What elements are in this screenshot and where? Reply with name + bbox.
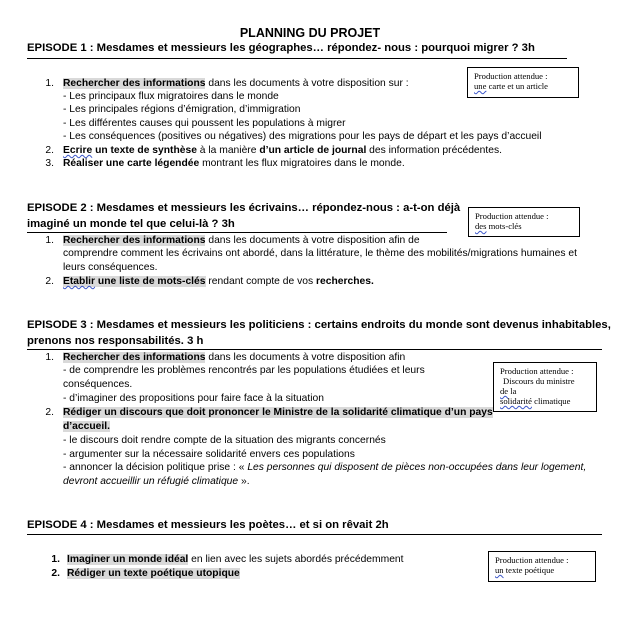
list-item: 2. Rédiger un texte poétique utopique — [51, 568, 240, 579]
episode-3-heading: EPISODE 3 : Mesdames et messieurs les politiciens : certains endroits du monde sont devenus inhabitables, prenons nos responsabilités. 3 h — [27, 319, 611, 347]
episode-2-heading: EPISODE 2 : Mesdames et messieurs les écrivains… répondez-nous : a-t-on déjà imaginé un monde tel que celui-là ? 3h — [27, 202, 461, 230]
list-item: - annoncer la décision politique prise : « Les personnes qui disposent de pièces non-occupées dans leur logement, — [63, 462, 587, 473]
episode-1-heading: EPISODE 1 : Mesdames et messieurs les géographes… répondez- nous : pourquoi migrer ? 3h — [27, 42, 535, 54]
list-item: comprendre comment les écrivains ont abordé, dans la littérature, le thème des mobilités/migrations humaines et — [63, 248, 577, 259]
episode-4-production-box: Production attendue : un texte poétique — [488, 551, 596, 582]
list-item: leurs conséquences. — [63, 262, 158, 273]
list-item: - argumenter sur la nécessaire solidarité envers ces populations — [63, 449, 355, 460]
list-item: devront accueillir un réfugié climatique ». — [63, 476, 250, 487]
list-item: 3. Réaliser une carte légendée montrant les flux migratoires dans le monde. — [45, 158, 405, 169]
episode-2-divider — [27, 232, 447, 233]
list-item: 1. Rechercher des informations dans les documents à votre disposition sur : — [45, 78, 409, 89]
list-item: 1. Rechercher des informations dans les documents à votre disposition afin — [45, 352, 406, 363]
episode-4-heading: EPISODE 4 : Mesdames et messieurs les poètes… et si on rêvait 2h — [27, 519, 389, 531]
episode-3-divider — [27, 349, 602, 350]
episode-3-production-box: Production attendue : Discours du ministre de la solidarité climatique — [493, 362, 597, 412]
production-detail: une carte et un article — [474, 81, 548, 91]
list-item: - Les différentes causes qui poussent les populations à migrer — [63, 118, 346, 129]
list-item: - Les principales régions d’émigration, d’immigration — [63, 104, 301, 115]
episode-1-divider — [27, 58, 567, 59]
list-item: d’accueil. — [63, 421, 110, 432]
list-item: - de comprendre les problèmes rencontrés par les populations étudiées et leurs — [63, 365, 425, 376]
list-item: 2. Etablir une liste de mots-clés rendant compte de vos recherches. — [45, 276, 374, 287]
list-item: - Les conséquences (positives ou négatives) des migrations pour les pays de départ et les pays d’accueil — [63, 131, 542, 142]
page-title: PLANNING DU PROJET — [239, 26, 381, 40]
list-item: conséquences. — [63, 379, 133, 390]
list-item: - le discours doit rendre compte de la situation des migrants concernés — [63, 435, 386, 446]
list-item: 2. Ecrire un texte de synthèse à la manière d’un article de journal des information précédentes. — [45, 145, 502, 156]
list-item: 1. Rechercher des informations dans les documents à votre disposition afin de — [45, 235, 420, 246]
production-label: Production attendue : — [474, 71, 548, 81]
episode-1-production-box — [467, 67, 579, 98]
list-item: - Les principaux flux migratoires dans le monde — [63, 91, 279, 102]
episode-2-production-box: Production attendue : des mots-clés — [468, 207, 580, 237]
episode-4-divider — [27, 534, 602, 535]
list-item: 2. Rédiger un discours que doit prononcer le Ministre de la solidarité climatique d’un pays — [45, 407, 493, 418]
list-item: - d’imaginer des propositions pour faire face à la situation — [63, 393, 324, 404]
list-item: 1. Imaginer un monde idéal en lien avec les sujets abordés précédemment — [51, 554, 404, 565]
